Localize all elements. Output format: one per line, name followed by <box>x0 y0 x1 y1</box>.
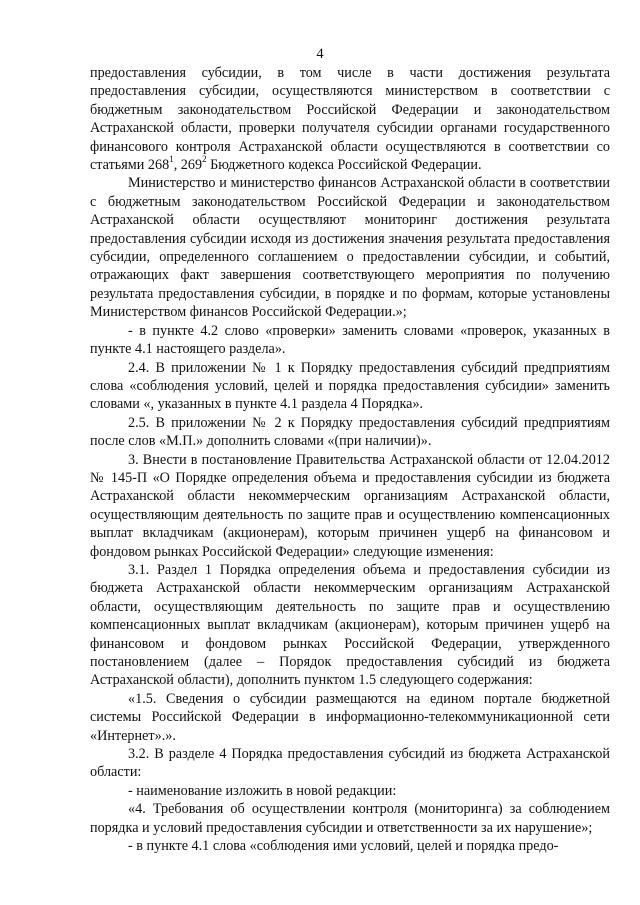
paragraph-1 <box>90 64 610 174</box>
paragraph-1-text: предоставления субсидии, в том числе в части достижения результата предоставления субсидии, осуществляются министерством в соответствии с бюджетным законодательством Российской Федерации и законодательством Астраханской области, проверки получателя субсидии органами государственного финансового контроля Астраханской области осуществляются в соответствии со статьями 268 <box>90 65 610 174</box>
paragraph-12: - в пункте 4.1 слова «соблюдения ими условий, целей и порядка предо- <box>128 838 559 855</box>
paragraph-10: - наименование изложить в новой редакции: <box>128 782 397 799</box>
paragraph-2: Министерство и министерство финансов Астраханской области в соответствии с бюджетным законодательством Российской Федерации и законодательством Астраханской области осуществляют мониторинг достижения результата предоставления субсидии исходя из достижения значения результата предоставления субсидии, определенного соглашением о предоставлении субсидии, и событий, отражающих факт завершения соответствующего мероприятия по получению результата предоставления субсидии, в порядке и по формам, которые установлены Министерством финансов Российской Федерации.»; <box>90 175 610 321</box>
paragraph-9: 3.2. В разделе 4 Порядка предоставления субсидий из бюджета Астраханской области: <box>90 746 610 781</box>
paragraph-4: 2.4. В приложении № 1 к Порядку предоставления субсидий предприятиям слова «соблюдения условий, целей и порядка предоставления субсидии» заменить словами «, указанных в пункте 4.1 раздела 4 Порядка». <box>90 359 610 413</box>
paragraph-8: «1.5. Сведения о субсидии размещаются на едином портале бюджетной системы Российской Федерации в информационно-телекоммуникационной сети «Интернет».». <box>90 690 610 744</box>
footnote-sup-1: 1 <box>169 154 174 165</box>
document-body <box>90 64 610 855</box>
paragraph-5: 2.5. В приложении № 2 к Порядку предоставления субсидий предприятиям после слов «М.П.» дополнить словами «(при наличии)». <box>90 414 610 450</box>
paragraph-1-tail: Бюджетного кодекса Российской Федерации. <box>206 157 482 174</box>
paragraph-3: - в пункте 4.2 слово «проверки» заменить словами «проверок, указанных в пункте 4.1 настоящего раздела». <box>90 322 610 358</box>
paragraph-7: 3.1. Раздел 1 Порядка определения объема и предоставления субсидии из бюджета Астраханской области некоммерческим организациям Астраханской области, осуществляющим деятельность по защите прав и осуществлению компенсационных выплат вкладчикам (акционерам), которым причинен ущерб на финансовом и фондовом рынках Российской Федерации, утвержденного постановлением (далее – Порядок предоставления субсидий из бюджета Астраханской области), дополнить пунктом 1.5 следующего содержания: <box>90 561 610 689</box>
paragraph-11: «4. Требования об осуществлении контроля (мониторинга) за соблюдением порядка и условий предоставления субсидии и ответственности за их нарушение»; <box>90 801 610 836</box>
page-number: 4 <box>316 46 324 62</box>
paragraph-1-mid: , 269 <box>173 157 203 174</box>
paragraph-6: 3. Внести в постановление Правительства Астраханской области от 12.04.2012 № 145-П «О Порядке определения объема и предоставления субсидии из бюджета Астраханской области некоммерческим организациям Астраханской области, осуществляющим деятельность по защите прав и осуществлению компенсационных выплат вкладчикам (акционерам), которым причинен ущерб на финансовом и фондовом рынках Российской Федерации» следующие изменения: <box>90 451 610 560</box>
footnote-sup-2: 2 <box>202 154 207 165</box>
